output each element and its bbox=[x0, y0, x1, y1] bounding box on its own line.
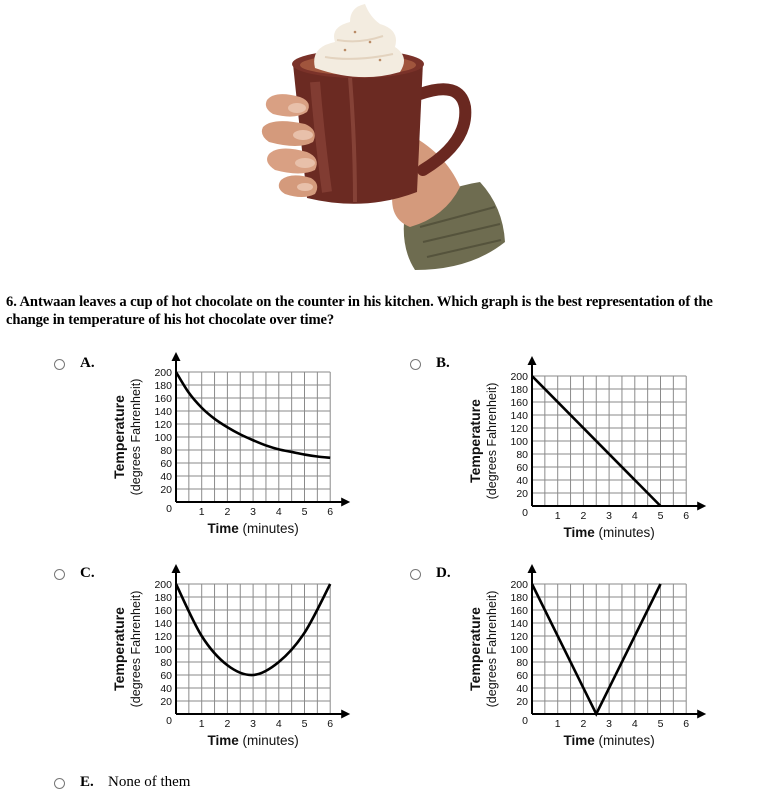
x-axis-arrow-icon bbox=[697, 710, 706, 719]
x-tick-label: 6 bbox=[327, 506, 334, 518]
y-tick-label: 160 bbox=[510, 605, 528, 617]
graph-c bbox=[104, 564, 359, 759]
y-axis-title: Temperature bbox=[111, 395, 127, 479]
y-axis-subtitle: (degrees Fahrenheit) bbox=[129, 378, 143, 496]
y-tick-label: 200 bbox=[510, 579, 528, 591]
x-tick-label: 1 bbox=[198, 506, 205, 518]
y-tick-label: 40 bbox=[160, 683, 172, 695]
y-tick-label: 180 bbox=[510, 384, 528, 396]
y-axis-title: Temperature bbox=[111, 607, 127, 691]
x-axis-arrow-icon bbox=[341, 498, 350, 507]
hot-chocolate-illustration bbox=[255, 2, 515, 274]
y-tick-label: 100 bbox=[154, 432, 172, 444]
y-tick-label: 180 bbox=[154, 380, 172, 392]
x-tick-label: 1 bbox=[554, 510, 561, 522]
option-e-label: E. bbox=[80, 774, 94, 790]
origin-label: 0 bbox=[166, 503, 172, 515]
option-d-label: D. bbox=[436, 565, 451, 581]
y-tick-label: 40 bbox=[160, 471, 172, 483]
y-tick-label: 200 bbox=[154, 367, 172, 379]
hot-chocolate-mug-image bbox=[255, 2, 515, 274]
x-tick-label: 3 bbox=[250, 718, 257, 730]
graph-a bbox=[104, 352, 359, 547]
y-tick-label: 140 bbox=[154, 618, 172, 630]
y-axis-subtitle: (degrees Fahrenheit) bbox=[485, 382, 499, 500]
x-tick-label: 6 bbox=[683, 510, 690, 522]
y-tick-label: 160 bbox=[154, 605, 172, 617]
y-tick-label: 80 bbox=[516, 657, 528, 669]
chart-svg bbox=[104, 564, 359, 754]
radio-button-e[interactable] bbox=[54, 778, 65, 789]
y-tick-label: 60 bbox=[516, 462, 528, 474]
option-e-text: None of them bbox=[108, 774, 191, 790]
y-tick-label: 140 bbox=[510, 618, 528, 630]
x-tick-label: 6 bbox=[327, 718, 334, 730]
y-axis-subtitle: (degrees Fahrenheit) bbox=[485, 590, 499, 708]
y-tick-label: 160 bbox=[154, 393, 172, 405]
option-a-label: A. bbox=[80, 355, 95, 371]
x-axis-title: Time (minutes) bbox=[563, 733, 655, 748]
y-tick-label: 120 bbox=[154, 631, 172, 643]
x-tick-label: 3 bbox=[606, 510, 613, 522]
chart-svg bbox=[460, 564, 715, 754]
y-tick-label: 140 bbox=[154, 406, 172, 418]
option-b-label: B. bbox=[436, 355, 450, 371]
x-tick-label: 4 bbox=[631, 718, 638, 730]
x-axis-title: Time (minutes) bbox=[563, 525, 655, 540]
x-tick-label: 4 bbox=[631, 510, 638, 522]
origin-label: 0 bbox=[522, 507, 528, 519]
graph-d bbox=[460, 564, 715, 759]
x-tick-label: 5 bbox=[657, 718, 664, 730]
x-axis-arrow-icon bbox=[697, 502, 706, 511]
radio-button-b[interactable] bbox=[410, 359, 421, 370]
y-tick-label: 200 bbox=[510, 371, 528, 383]
radio-button-c[interactable] bbox=[54, 569, 65, 580]
y-tick-label: 100 bbox=[154, 644, 172, 656]
x-tick-label: 2 bbox=[580, 718, 587, 730]
origin-label: 0 bbox=[522, 715, 528, 727]
x-tick-label: 5 bbox=[657, 510, 664, 522]
x-axis-title: Time (minutes) bbox=[207, 733, 299, 748]
y-tick-label: 100 bbox=[510, 644, 528, 656]
y-tick-label: 160 bbox=[510, 397, 528, 409]
y-tick-label: 120 bbox=[510, 423, 528, 435]
y-axis-arrow-icon bbox=[172, 564, 181, 573]
x-axis-arrow-icon bbox=[341, 710, 350, 719]
y-axis-title: Temperature bbox=[467, 607, 483, 691]
y-tick-label: 120 bbox=[510, 631, 528, 643]
chart-svg bbox=[460, 356, 715, 546]
question-text: 6. Antwaan leaves a cup of hot chocolate on the counter in his kitchen. Which graph is the best representation of the change in temperature of his hot chocolate over time? bbox=[6, 294, 713, 328]
x-tick-label: 1 bbox=[554, 718, 561, 730]
y-tick-label: 80 bbox=[516, 449, 528, 461]
x-tick-label: 2 bbox=[580, 510, 587, 522]
origin-label: 0 bbox=[166, 715, 172, 727]
graph-b bbox=[460, 356, 715, 551]
radio-button-a[interactable] bbox=[54, 359, 65, 370]
x-tick-label: 2 bbox=[224, 718, 231, 730]
radio-button-d[interactable] bbox=[410, 569, 421, 580]
y-axis-subtitle: (degrees Fahrenheit) bbox=[129, 590, 143, 708]
y-tick-label: 180 bbox=[510, 592, 528, 604]
y-tick-label: 40 bbox=[516, 475, 528, 487]
y-tick-label: 100 bbox=[510, 436, 528, 448]
y-tick-label: 80 bbox=[160, 445, 172, 457]
x-tick-label: 4 bbox=[275, 506, 282, 518]
x-tick-label: 1 bbox=[198, 718, 205, 730]
grid-lines bbox=[176, 372, 330, 502]
y-tick-label: 40 bbox=[516, 683, 528, 695]
y-tick-label: 20 bbox=[160, 696, 172, 708]
y-tick-label: 60 bbox=[160, 458, 172, 470]
y-tick-label: 180 bbox=[154, 592, 172, 604]
chart-svg bbox=[104, 352, 359, 542]
y-tick-label: 60 bbox=[516, 670, 528, 682]
x-tick-label: 3 bbox=[606, 718, 613, 730]
y-axis-arrow-icon bbox=[528, 356, 537, 365]
x-axis-title: Time (minutes) bbox=[207, 521, 299, 536]
y-tick-label: 140 bbox=[510, 410, 528, 422]
y-axis-arrow-icon bbox=[172, 352, 181, 361]
x-tick-label: 5 bbox=[301, 506, 308, 518]
grid-lines bbox=[532, 376, 686, 506]
x-tick-label: 5 bbox=[301, 718, 308, 730]
x-tick-label: 3 bbox=[250, 506, 257, 518]
y-axis-arrow-icon bbox=[528, 564, 537, 573]
y-tick-label: 20 bbox=[516, 696, 528, 708]
y-tick-label: 120 bbox=[154, 419, 172, 431]
option-c-label: C. bbox=[80, 565, 95, 581]
y-tick-label: 60 bbox=[160, 670, 172, 682]
y-tick-label: 20 bbox=[516, 488, 528, 500]
grid-lines bbox=[532, 584, 686, 714]
x-tick-label: 6 bbox=[683, 718, 690, 730]
y-tick-label: 80 bbox=[160, 657, 172, 669]
x-tick-label: 4 bbox=[275, 718, 282, 730]
grid-lines bbox=[176, 584, 330, 714]
x-tick-label: 2 bbox=[224, 506, 231, 518]
y-axis-title: Temperature bbox=[467, 399, 483, 483]
y-tick-label: 20 bbox=[160, 484, 172, 496]
y-tick-label: 200 bbox=[154, 579, 172, 591]
